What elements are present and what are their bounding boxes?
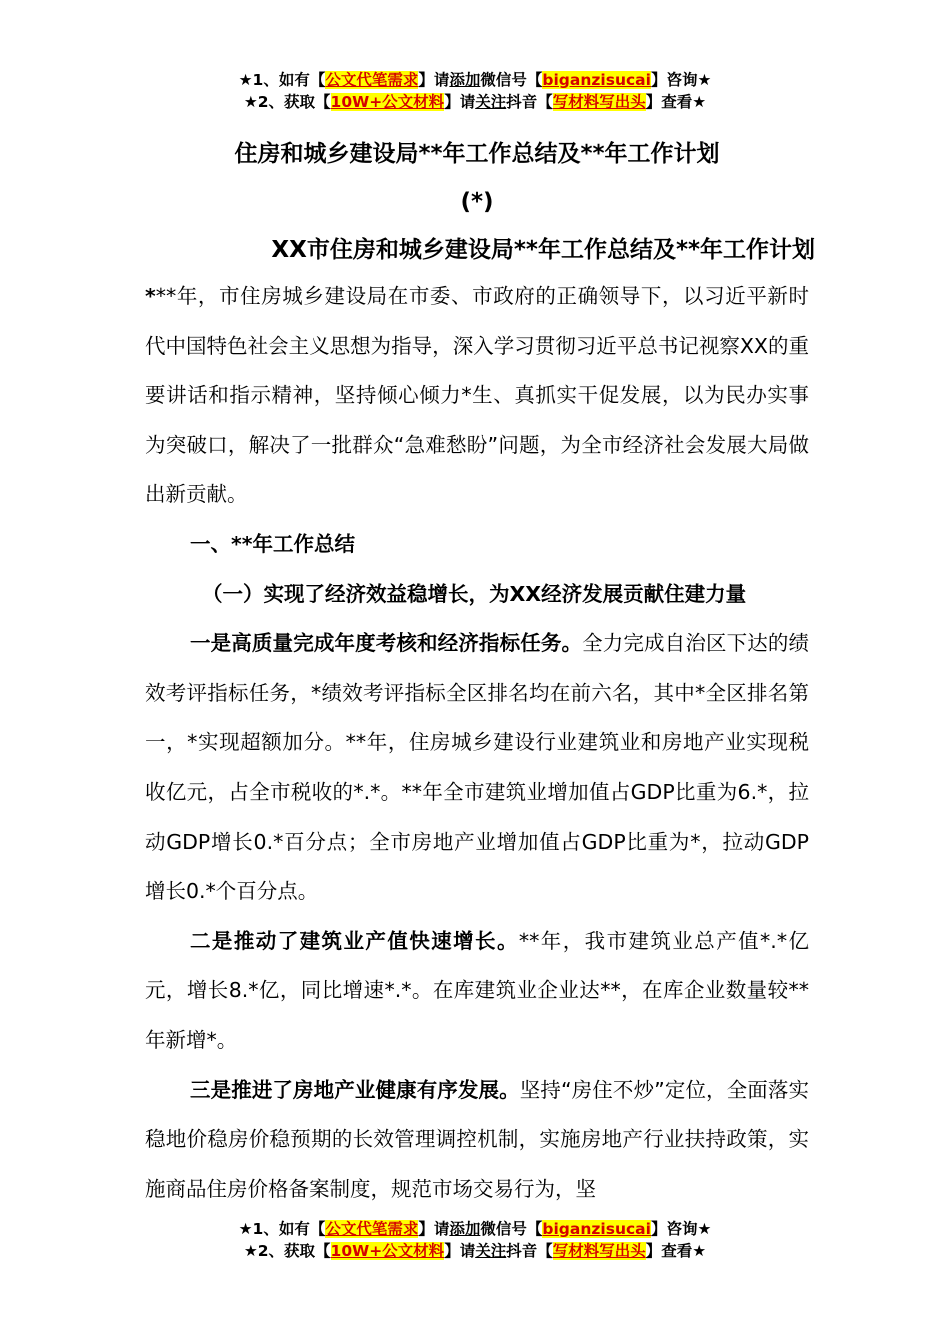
paragraph-3 <box>145 1066 809 1215</box>
paragraph-text: 全力完成自治区下达的绩效考评指标任务，*绩效考评指标全区排名均在前六名，其中*全区排名第一，*实现超额加分。**年，住房城乡建设行业建筑业和房地产业实现税收亿元，占全市税收的*.*。**年全市建筑业增加值占GDP比重为6.*，拉动GDP增长0.*百分点；全市房地产业增加值占GDP比重为*，拉动GDP增长0.*个百分点。 <box>145 631 810 904</box>
banner-wechat-id: biganzisucai <box>542 71 651 89</box>
banner-underline: 添加 <box>449 1220 481 1238</box>
paragraph-lead: 一是高质量完成年度考核和经济指标任务。 <box>190 631 583 656</box>
banner-line-1 <box>0 1218 950 1240</box>
banner-line-2 <box>0 91 950 113</box>
banner-underline: 关注 <box>475 1242 507 1260</box>
banner-underline: 添加 <box>449 71 481 89</box>
banner-text: 】咨询★ <box>650 71 712 89</box>
banner-underline: 关注 <box>475 93 507 111</box>
banner-text: ★2、获取【 <box>243 1242 331 1260</box>
banner-line-1 <box>0 69 950 91</box>
banner-text: ★2、获取【 <box>243 93 331 111</box>
header-banner <box>0 69 950 113</box>
banner-text: 】请 <box>418 71 450 89</box>
document-title: XX市住房和城乡建设局**年工作总结及**年工作计划 <box>271 237 815 263</box>
banner-line-2 <box>0 1240 950 1262</box>
banner-douyin-id: 写材料写出头 <box>552 93 646 111</box>
banner-highlight: 10W+公文材料 <box>330 1242 445 1260</box>
intro-lead: * <box>145 284 156 308</box>
paragraph-text: **年，我市建筑业总产值*.*亿元，增长8.*亿，同比增速*.*。在库建筑业企业达**，在库企业数量较**年新增*。 <box>145 928 809 1052</box>
document-body <box>145 130 815 1214</box>
banner-text: 】请 <box>444 93 476 111</box>
banner-douyin-id: 写材料写出头 <box>552 1242 646 1260</box>
banner-text: 微信号【 <box>480 71 543 89</box>
paragraph-text: 坚持“房住不炒”定位，全面落实稳地价稳房价稳预期的长效管理调控机制，实施房地产行业扶持政策，实施商品住房价格备案制度，规范市场交易行为，坚 <box>145 1077 809 1201</box>
banner-wechat-id: biganzisucai <box>542 1220 651 1238</box>
banner-text: ★1、如有【 <box>238 71 326 89</box>
banner-highlight: 公文代笔需求 <box>325 1220 419 1238</box>
subsection-heading: （一）实现了经济效益稳增长，为XX经济发展贡献住建力量 <box>202 581 747 606</box>
footer-banner <box>0 1218 950 1262</box>
paragraph-lead: 三是推进了房地产业健康有序发展。 <box>190 1077 520 1102</box>
banner-text: 微信号【 <box>480 1220 543 1238</box>
section-heading: 一、**年工作总结 <box>190 531 355 556</box>
banner-highlight: 公文代笔需求 <box>325 71 419 89</box>
banner-text: 】请 <box>418 1220 450 1238</box>
paragraph-lead: 二是推动了建筑业产值快速增长。 <box>190 928 519 953</box>
page-title: 住房和城乡建设局**年工作总结及**年工作计划 <box>234 141 720 167</box>
intro-text: **年，市住房城乡建设局在市委、市政府的正确领导下，以习近平新时代中国特色社会主义思想为指导，深入学习贯彻习近平总书记视察XX的重要讲话和指示精神，坚持倾心倾力*生、真抓实干促发展，以为民办实事为突破口，解决了一批群众“急难愁盼”问题，为全市经济社会发展大局做出新贡献。 <box>145 284 809 507</box>
banner-text: 】请 <box>444 1242 476 1260</box>
banner-text: 抖音【 <box>506 93 553 111</box>
banner-text: 】查看★ <box>645 93 707 111</box>
banner-text: ★1、如有【 <box>238 1220 326 1238</box>
banner-text: 抖音【 <box>506 1242 553 1260</box>
paragraph-2 <box>145 917 809 1066</box>
intro-paragraph <box>145 272 809 520</box>
banner-highlight: 10W+公文材料 <box>330 93 445 111</box>
paragraph-1 <box>145 619 809 917</box>
banner-text: 】咨询★ <box>650 1220 712 1238</box>
banner-text: 】查看★ <box>645 1242 707 1260</box>
page-title-suffix: (*) <box>460 189 494 215</box>
